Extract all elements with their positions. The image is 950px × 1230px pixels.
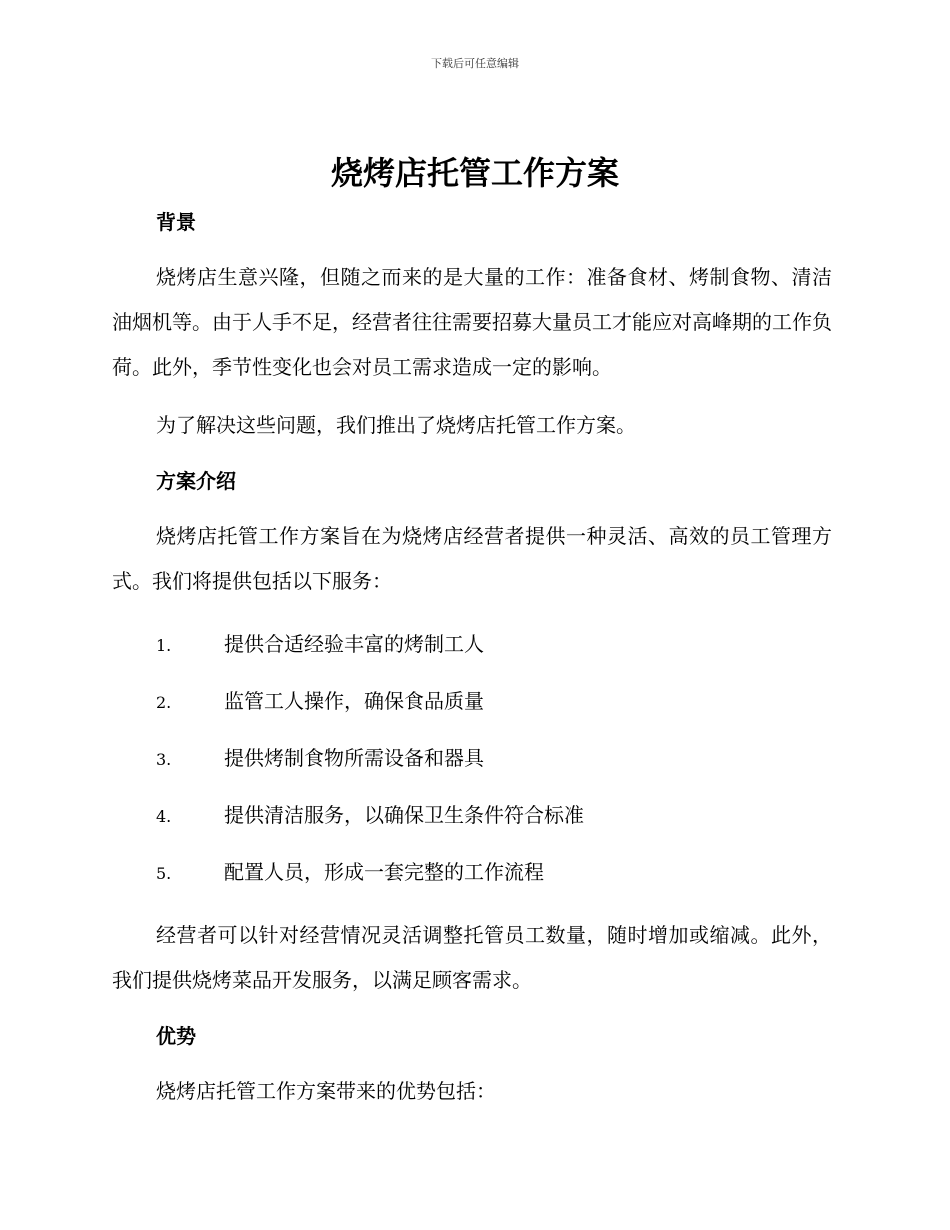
advantages-paragraph: 烧烤店托管工作方案带来的优势包括： bbox=[156, 1079, 496, 1103]
background-paragraph-1: 烧烤店生意兴隆，但随之而来的是大量的工作：准备食材、烤制食物、清洁油烟机等。由于人手不足，经营者往往需要招募大量员工才能应对高峰期的工作负荷。此外，季节性变化也会对员工需求造成一定的影响。 bbox=[112, 265, 832, 379]
background-paragraph-2: 为了解决这些问题，我们推出了烧烤店托管工作方案。 bbox=[156, 413, 636, 437]
intro-closing-paragraph: 经营者可以针对经营情况灵活调整托管员工数量，随时增加或缩减。此外，我们提供烧烤菜品开发服务，以满足顾客需求。 bbox=[112, 923, 832, 992]
header-note: 下载后可任意编辑 bbox=[431, 57, 519, 70]
list-item-number: 3. bbox=[156, 750, 172, 769]
list-item-text: 监管工人操作，确保食品质量 bbox=[224, 689, 484, 713]
section-heading-intro: 方案介绍 bbox=[156, 469, 236, 493]
list-item bbox=[112, 730, 832, 787]
section-heading-advantages: 优势 bbox=[156, 1024, 196, 1048]
section-heading-background: 背景 bbox=[156, 210, 196, 234]
intro-paragraph: 烧烤店托管工作方案旨在为烧烤店经营者提供一种灵活、高效的员工管理方式。我们将提供包括以下服务： bbox=[112, 524, 832, 593]
list-item bbox=[112, 844, 832, 901]
list-item bbox=[112, 673, 832, 730]
list-item bbox=[112, 787, 832, 844]
list-item-number: 5. bbox=[156, 864, 172, 883]
document-title: 烧烤店托管工作方案 bbox=[330, 154, 619, 192]
list-item-number: 1. bbox=[156, 636, 172, 655]
list-item-text: 提供烤制食物所需设备和器具 bbox=[224, 746, 484, 770]
list-item bbox=[112, 616, 832, 673]
list-item-text: 提供合适经验丰富的烤制工人 bbox=[224, 632, 484, 656]
service-list bbox=[112, 616, 832, 901]
list-item-text: 配置人员，形成一套完整的工作流程 bbox=[224, 860, 544, 884]
list-item-number: 4. bbox=[156, 807, 172, 826]
document-body bbox=[112, 202, 832, 1114]
list-item-number: 2. bbox=[156, 693, 172, 712]
list-item-text: 提供清洁服务，以确保卫生条件符合标准 bbox=[224, 803, 584, 827]
